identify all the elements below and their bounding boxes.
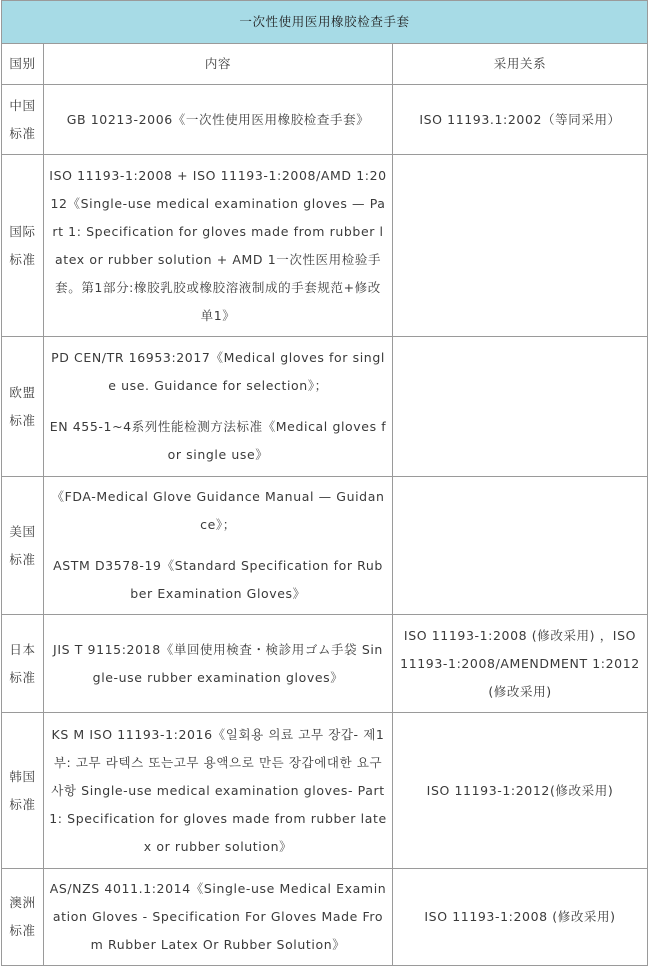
content-paragraph: PD CEN/TR 16953:2017《Medical gloves for single use. Guidance for selection》； xyxy=(51,350,385,393)
content-cell xyxy=(44,477,393,615)
table-title: 一次性使用医用橡胶检查手套 xyxy=(2,1,648,44)
content-paragraph: GB 10213-2006《一次性使用医用橡胶检查手套》 xyxy=(66,111,370,127)
table-row xyxy=(2,155,648,337)
content-cell xyxy=(44,155,393,337)
adoption-cell: ISO 11193-1:2008 (修改采用) ，ISO 11193-1:2008/AMENDMENT 1:2012 (修改采用) xyxy=(393,615,648,713)
table-row xyxy=(2,713,648,869)
table-row xyxy=(2,869,648,966)
table-title-row xyxy=(2,1,648,44)
content-paragraph: EN 455-1~4系列性能检测方法标准《Medical gloves for single use》 xyxy=(49,419,387,462)
content-cell xyxy=(44,615,393,713)
content-paragraph: JIS T 9115:2018《単回使用検査・検診用ゴム手袋 Single-use rubber examination gloves》 xyxy=(53,641,383,685)
content-paragraph: ASTM D3578-19《Standard Specification for Rubber Examination Gloves》 xyxy=(53,558,383,601)
content-paragraph: 《FDA-Medical Glove Guidance Manual — Guidance》； xyxy=(51,489,385,532)
adoption-cell xyxy=(393,155,648,337)
region-cell: 中国标准 xyxy=(2,85,44,155)
region-cell: 澳洲标准 xyxy=(2,869,44,966)
region-cell: 欧盟标准 xyxy=(2,337,44,477)
content-cell xyxy=(44,713,393,869)
header-content: 内容 xyxy=(44,44,393,85)
header-region: 国别 xyxy=(2,44,44,85)
adoption-cell xyxy=(393,337,648,477)
region-cell: 国际标准 xyxy=(2,155,44,337)
adoption-cell: ISO 11193-1:2012(修改采用) xyxy=(393,713,648,869)
header-row xyxy=(2,44,648,85)
content-cell xyxy=(44,85,393,155)
adoption-cell: ISO 11193-1:2008 (修改采用) xyxy=(393,869,648,966)
content-paragraph: KS M ISO 11193-1:2016《일회용 의료 고무 장갑- 제1부: 고무 라텍스 또는고무 용액으로 만든 장갑에대한 요구사항 Single-use medical examination gloves- Part 1: Specification for gloves made from rubber latex or rubber solution》 xyxy=(49,726,387,854)
adoption-cell: ISO 11193.1:2002（等同采用） xyxy=(393,85,648,155)
region-cell: 美国标准 xyxy=(2,477,44,615)
region-cell: 韩国标准 xyxy=(2,713,44,869)
standards-table xyxy=(1,0,648,966)
table-row xyxy=(2,615,648,713)
content-paragraph: AS/NZS 4011.1:2014《Single-use Medical Examination Gloves - Specification For Gloves Made From Rubber Latex Or Rubber Solution》 xyxy=(49,881,387,952)
content-cell xyxy=(44,337,393,477)
header-adoption: 采用关系 xyxy=(393,44,648,85)
content-cell xyxy=(44,869,393,966)
region-cell: 日本标准 xyxy=(2,615,44,713)
table-row xyxy=(2,477,648,615)
content-paragraph: ISO 11193-1:2008 + ISO 11193-1:2008/AMD 1:2012《Single-use medical examination gloves — Part 1: Specification for gloves made from rubber latex or rubber solution + AMD 1一次性医用检验手套。第1部分:橡胶乳胶或橡胶溶液制成的手套规范+修改单1》 xyxy=(49,167,387,323)
table-row xyxy=(2,85,648,155)
table-row xyxy=(2,337,648,477)
adoption-cell xyxy=(393,477,648,615)
